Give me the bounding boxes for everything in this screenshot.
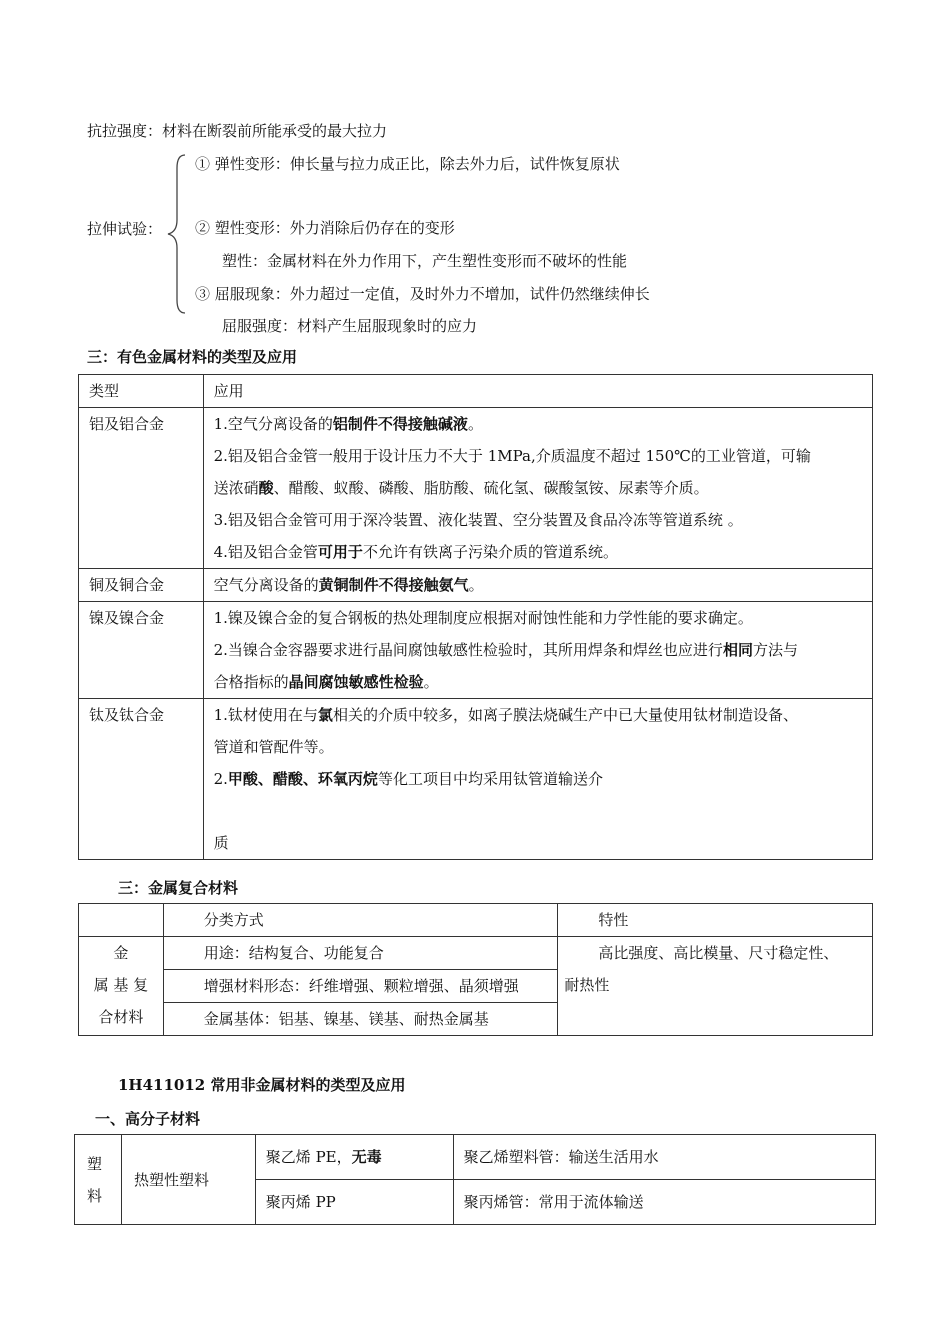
- type-ni: 镍及镍合金: [89, 609, 165, 627]
- yield-phenomenon: ③ 屈服现象：外力超过一定值，及时外力不增加，试件仍然继续伸长: [195, 285, 650, 303]
- polymer-table: [74, 1134, 876, 1225]
- category-plastic-2: 料: [87, 1186, 103, 1205]
- al-line-5: 4.铝及铝合金管可用于不允许有铁离子污染介质的管道系统。: [213, 543, 618, 561]
- ti-line-3: 2.甲酸、醋酸、环氧丙烷等化工项目中均采用钛管道输送介: [213, 770, 603, 788]
- pe-use: 聚乙烯塑料管：输送生活用水: [463, 1148, 659, 1166]
- tensile-strength-text: 抗拉强度：材料在断裂前所能承受的最大拉力: [87, 122, 388, 140]
- nonferrous-heading: 三：有色金属材料的类型及应用: [87, 348, 298, 366]
- composite-label-2: 属 基 复: [93, 976, 149, 994]
- ti-line-1: 1.钛材使用在与氯相关的介质中较多，如离子膜法烧碱生产中已大量使用钛材制造设备、: [213, 706, 798, 724]
- plastic-deformation: ② 塑性变形：外力消除后仍存在的变形: [195, 219, 455, 237]
- composite-label-3: 合材料: [98, 1008, 144, 1026]
- table-row: [75, 1135, 876, 1180]
- table-row: [79, 408, 873, 569]
- composite-label-1: 金: [113, 944, 129, 962]
- ti-line-2: 管道和管配件等。: [213, 738, 334, 756]
- cu-line-1: 空气分离设备的黄铜制件不得接触氨气。: [213, 576, 484, 594]
- al-line-3: 送浓硝酸、醋酸、蚁酸、磷酸、脂肪酸、硫化氢、碳酸氢铵、尿素等介质。: [213, 479, 709, 497]
- ni-line-1: 1.镍及镍合金的复合钢板的热处理制度应根据对耐蚀性能和力学性能的要求确定。: [213, 609, 753, 627]
- table-row: [79, 569, 873, 602]
- table-row: [79, 602, 873, 699]
- table-row: [79, 699, 873, 860]
- brace-icon: [165, 150, 195, 320]
- subcategory-thermoplastic: 热塑性塑料: [133, 1170, 209, 1189]
- yield-strength: 屈服强度：材料产生屈服现象时的应力: [222, 317, 478, 335]
- type-al: 铝及铝合金: [89, 415, 165, 433]
- table-row: [79, 904, 873, 937]
- category-plastic-1: 塑: [87, 1154, 103, 1173]
- feature-line-2: 耐热性: [564, 976, 610, 994]
- pp-use: 聚丙烯管：常用于流体输送: [463, 1193, 644, 1211]
- al-line-4: 3.铝及铝合金管可用于深冷装置、液化装置、空分装置及食品冷冻等管道系统 。: [213, 511, 743, 529]
- nonferrous-table: [78, 374, 873, 860]
- ti-line-4: 质: [213, 834, 229, 852]
- col-header-app: 应用: [213, 382, 244, 400]
- method-reinforcement: 增强材料形态：纤维增强、颗粒增强、晶须增强: [203, 977, 519, 995]
- al-line-2: 2.铝及铝合金管一般用于设计压力不大于 1MPa,介质温度不超过 150℃的工业管道，可输: [213, 447, 811, 465]
- ni-line-3: 合格指标的晶间腐蚀敏感性检验。: [213, 673, 439, 691]
- feature-line-1: 高比强度、高比模量、尺寸稳定性、: [598, 944, 839, 962]
- ni-line-2: 2.当镍合金容器要求进行晶间腐蚀敏感性检验时，其所用焊条和焊丝也应进行相同方法与: [213, 641, 798, 659]
- section-title-1h411012: 1H411012 常用非金属材料的类型及应用: [118, 1076, 406, 1094]
- al-line-1: 1.空气分离设备的铝制件不得接触碱液。: [213, 415, 483, 433]
- method-use: 用途：结构复合、功能复合: [203, 944, 384, 962]
- method-matrix: 金属基体：铝基、镍基、镁基、耐热金属基: [203, 1010, 489, 1028]
- pp-material: 聚丙烯 PP: [265, 1193, 336, 1211]
- elastic-deformation: ① 弹性变形：伸长量与拉力成正比，除去外力后，试件恢复原状: [195, 155, 620, 173]
- tensile-test-label: 拉伸试验：: [87, 220, 163, 238]
- plasticity-definition: 塑性：金属材料在外力作用下，产生塑性变形而不破坏的性能: [222, 252, 628, 270]
- col-header-method: 分类方式: [203, 911, 264, 929]
- col-header-feature: 特性: [598, 911, 629, 929]
- type-cu: 铜及铜合金: [89, 576, 165, 594]
- type-ti: 钛及钛合金: [89, 706, 165, 724]
- polymer-heading: 一、高分子材料: [95, 1110, 201, 1128]
- table-row: [79, 375, 873, 408]
- table-row: [79, 937, 873, 970]
- composite-heading: 三：金属复合材料: [118, 879, 239, 897]
- composite-table: [78, 903, 873, 1036]
- pe-material: 聚乙烯 PE，无毒: [265, 1148, 382, 1166]
- col-header-type: 类型: [89, 382, 120, 400]
